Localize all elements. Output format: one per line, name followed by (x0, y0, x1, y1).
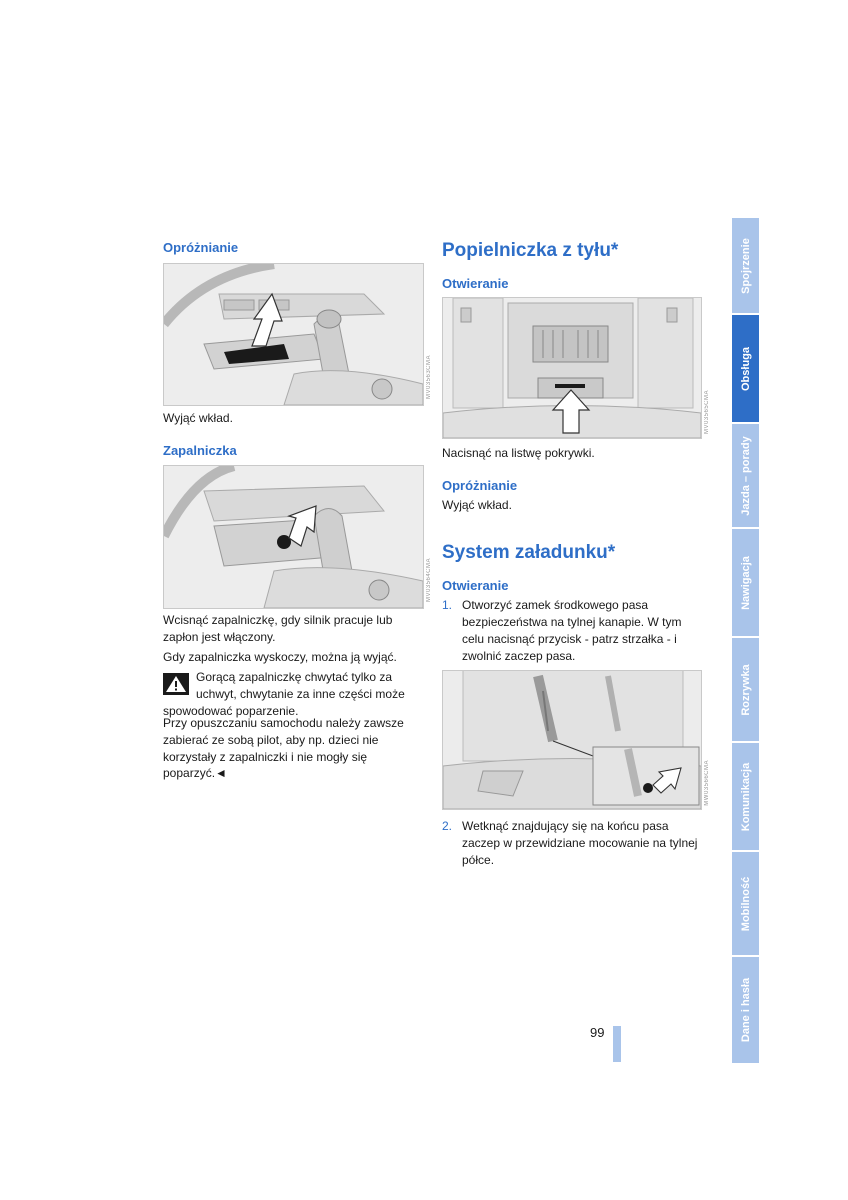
figure-code: MV03564CMA (426, 558, 432, 603)
warning-line: uchwyt, chwytanie za inne części może (196, 687, 405, 701)
warning-line: spowodować poparzenie. (163, 704, 299, 718)
tab-jazda-porady[interactable]: Jazda – porady (732, 424, 759, 527)
page-number-bar (613, 1026, 621, 1062)
heading-opening: Otwieranie (442, 276, 509, 291)
heading-emptying-2: Opróżnianie (442, 478, 518, 493)
page-number: 99 (590, 1025, 605, 1040)
warning-icon (163, 673, 189, 695)
tab-dane-i-hasla[interactable]: Dane i hasła (732, 957, 759, 1063)
figure-rear-ashtray (442, 297, 702, 439)
figure-lighter (163, 465, 424, 609)
heading-emptying: Opróżnianie (163, 240, 239, 255)
list-item: 1. Otworzyć zamek środkowego pasa bezpieczeństwa na tylnej kanapie. W tym celu nacisnąć przycisk - patrz strzałka - i zwolnić zaczep pasa. (442, 598, 682, 663)
warning-line: korzystały z zapalniczki i nie mogły się (163, 750, 368, 764)
text-remove-insert: Wyjąć wkład. (163, 411, 233, 425)
tab-spojrzenie[interactable]: Spojrzenie (732, 218, 759, 313)
figure-seat-belt (442, 670, 702, 810)
heading-lighter: Zapalniczka (163, 443, 237, 458)
tab-obsluga[interactable]: Obsługa (732, 315, 759, 422)
warning-line: poparzyć.◄ (163, 766, 227, 780)
text-lighter-1a: Wcisnąć zapalniczkę, gdy silnik pracuje lub (163, 613, 393, 627)
title-rear-ashtray: Popielniczka z tyłu* (442, 240, 619, 261)
heading-opening-2: Otwieranie (442, 578, 509, 593)
chapter-sidebar (732, 218, 759, 1063)
warning-line: Gorącą zapalniczkę chwytać tylko za (196, 670, 393, 684)
text-lighter-1b: zapłon jest włączony. (163, 630, 276, 644)
tab-rozrywka[interactable]: Rozrywka (732, 638, 759, 741)
figure-code: MV03563CMA (426, 355, 432, 400)
tab-nawigacja[interactable]: Nawigacja (732, 529, 759, 636)
title-loading-system: System załadunku* (442, 542, 616, 563)
tab-mobilnosc[interactable]: Mobilność (732, 852, 759, 955)
warning-line: Przy opuszczaniu samochodu należy zawsze (163, 716, 404, 730)
list-item: 2. Wetknąć znajdujący się na końcu pasa zaczep w przewidziane mocowanie na tylnej półce. (442, 819, 698, 867)
warning-line: zabierać ze sobą pilot, aby np. dzieci nie (163, 733, 379, 747)
figure-code: MW03566CMA (704, 760, 710, 806)
figure-code: MV03565CMA (704, 390, 710, 435)
figure-ashtray-emptying (163, 263, 424, 406)
tab-komunikacja[interactable]: Komunikacja (732, 743, 759, 850)
text-remove-insert-2: Wyjąć wkład. (442, 498, 512, 512)
text-lighter-2: Gdy zapalniczka wyskoczy, można ją wyjąć. (163, 650, 397, 664)
text-press-strip: Nacisnąć na listwę pokrywki. (442, 446, 595, 460)
